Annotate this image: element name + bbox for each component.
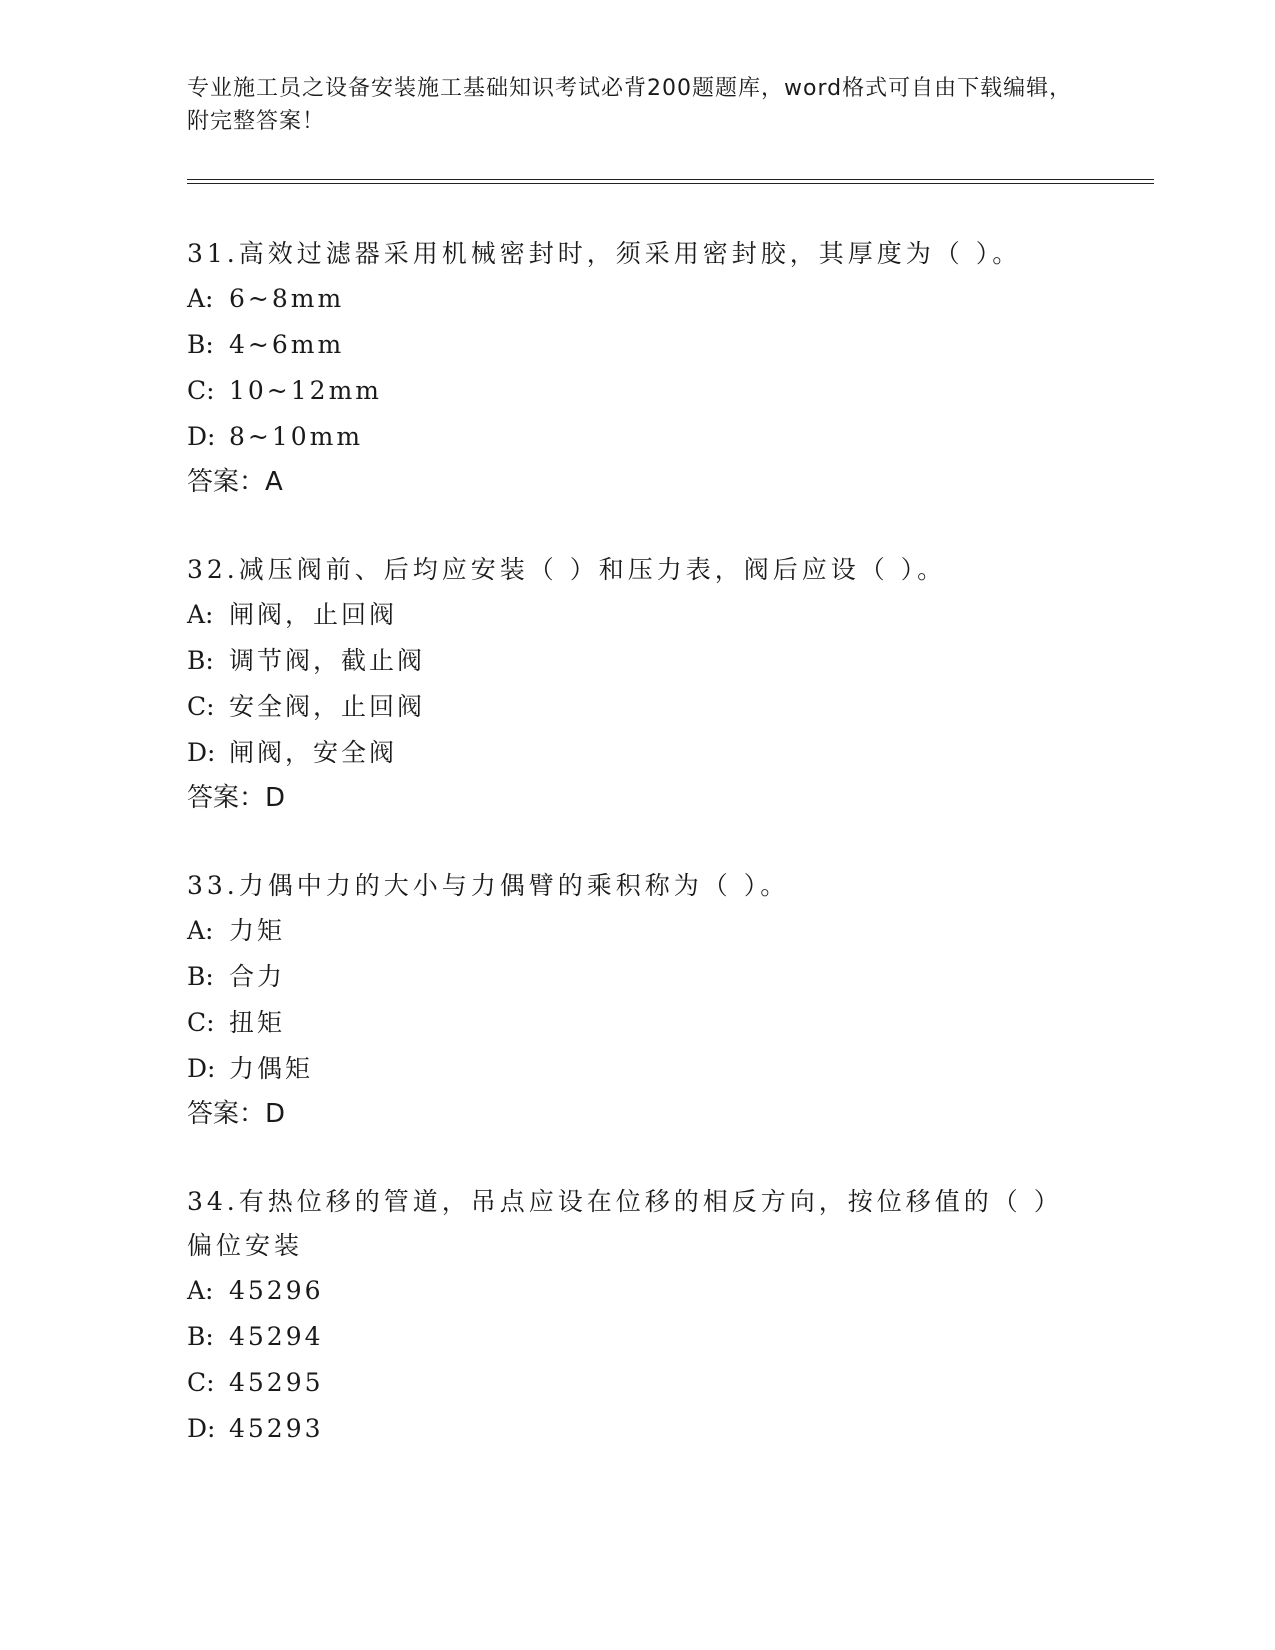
option-b — [187, 638, 1087, 684]
option-letter: D: — [187, 1054, 216, 1083]
question-stem: 31.高效过滤器采用机械密封时，须采用密封胶，其厚度为（ ）。 — [187, 239, 1022, 268]
option-text: 6~8mm — [229, 284, 345, 313]
option-c — [187, 684, 1087, 730]
question-33 — [187, 864, 1087, 1136]
option-letter: D: — [187, 738, 216, 767]
option-letter: B: — [187, 1322, 214, 1351]
document-header: 专业施工员之设备安装施工基础知识考试必背200题题库，word格式可自由下载编辑，附完整答案！ — [187, 76, 1073, 134]
question-32 — [187, 548, 1087, 820]
option-b — [187, 954, 1087, 1000]
option-text: 闸阀，止回阀 — [229, 600, 398, 629]
answer-text: 答案：A — [187, 467, 283, 497]
option-text: 调节阀，截止阀 — [229, 646, 426, 675]
option-a — [187, 908, 1087, 954]
option-letter: B: — [187, 646, 214, 675]
option-letter: C: — [187, 692, 215, 721]
option-text: 合力 — [229, 962, 286, 991]
option-text: 45293 — [229, 1414, 324, 1443]
option-d — [187, 1406, 1087, 1452]
option-text: 45296 — [229, 1276, 324, 1305]
question-stem: 33.力偶中力的大小与力偶臂的乘积称为（ ）。 — [187, 871, 790, 900]
option-c — [187, 1360, 1087, 1406]
option-text: 安全阀，止回阀 — [229, 692, 426, 721]
option-b — [187, 322, 1087, 368]
option-a — [187, 276, 1087, 322]
option-letter: D: — [187, 1414, 216, 1443]
question-stem: 34.有热位移的管道，吊点应设在位移的相反方向，按位移值的（ ）偏位安装 — [187, 1187, 1063, 1260]
option-letter: B: — [187, 962, 214, 991]
answer-text: 答案：D — [187, 783, 286, 813]
option-c — [187, 1000, 1087, 1046]
option-letter: C: — [187, 1368, 215, 1397]
option-text: 45295 — [229, 1368, 324, 1397]
option-a — [187, 1268, 1087, 1314]
question-stem: 32.减压阀前、后均应安装（ ）和压力表，阀后应设（ ）。 — [187, 555, 947, 584]
option-d — [187, 1046, 1087, 1092]
option-letter: C: — [187, 1008, 215, 1037]
option-letter: C: — [187, 376, 215, 405]
option-letter: D: — [187, 422, 216, 451]
option-letter: A: — [187, 1276, 214, 1305]
option-text: 10~12mm — [229, 376, 382, 405]
option-letter: B: — [187, 330, 214, 359]
option-letter: A: — [187, 916, 214, 945]
option-d — [187, 414, 1087, 460]
option-text: 闸阀，安全阀 — [229, 738, 398, 767]
option-text: 力偶矩 — [229, 1054, 314, 1083]
option-letter: A: — [187, 600, 214, 629]
option-text: 4~6mm — [229, 330, 345, 359]
question-34 — [187, 1180, 1087, 1452]
option-a — [187, 592, 1087, 638]
option-letter: A: — [187, 284, 214, 313]
option-c — [187, 368, 1087, 414]
option-text: 力矩 — [229, 916, 286, 945]
header-rule-top — [187, 179, 1154, 180]
option-d — [187, 730, 1087, 776]
answer-text: 答案：D — [187, 1099, 286, 1129]
option-text: 45294 — [229, 1322, 324, 1351]
question-31 — [187, 232, 1087, 504]
option-text: 8~10mm — [229, 422, 364, 451]
option-b — [187, 1314, 1087, 1360]
header-rule-bottom — [187, 183, 1154, 184]
option-text: 扭矩 — [229, 1008, 286, 1037]
